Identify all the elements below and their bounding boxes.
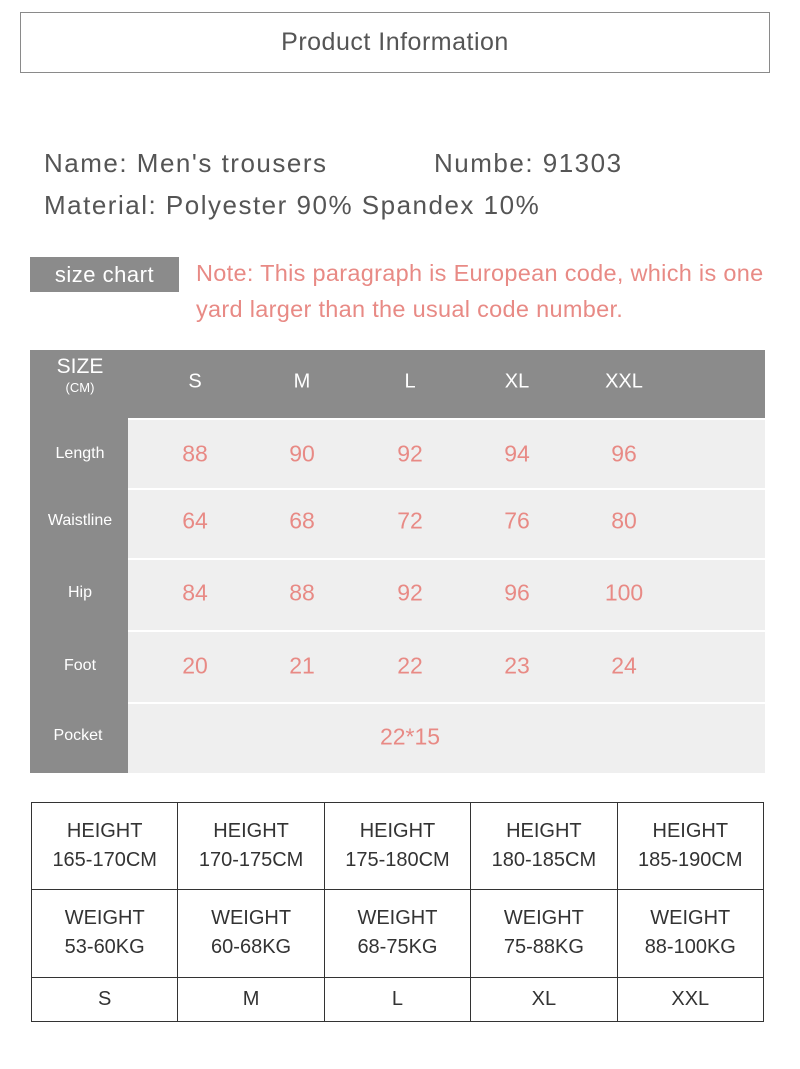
weight-cell bbox=[324, 890, 470, 977]
row-label-hip: Hip bbox=[67, 584, 93, 601]
product-number: Numbe: 91303 bbox=[434, 148, 623, 178]
measurement-value: 24 bbox=[611, 652, 637, 679]
measurement-value: 96 bbox=[611, 440, 637, 467]
size-cell: S bbox=[32, 977, 178, 1021]
row-label-length: Length bbox=[55, 445, 105, 462]
measurement-value: 22 bbox=[397, 652, 423, 679]
weight-value: 75-88KG bbox=[503, 936, 584, 959]
measurement-value: 64 bbox=[182, 507, 208, 534]
measurement-value: 20 bbox=[182, 652, 208, 679]
size-unit-corner bbox=[57, 355, 104, 395]
measurement-value: 94 bbox=[504, 440, 530, 467]
size-cell: XXL bbox=[617, 977, 763, 1021]
size-chart-header-row bbox=[30, 350, 765, 418]
height-weight-table bbox=[31, 802, 764, 1022]
size-header-s: S bbox=[188, 370, 202, 393]
height-label: HEIGHT bbox=[66, 820, 143, 843]
weight-cell bbox=[32, 890, 178, 977]
weight-cell bbox=[178, 890, 324, 977]
row-separator bbox=[128, 488, 765, 490]
row-label-pocket: Pocket bbox=[53, 727, 103, 744]
height-cell bbox=[471, 803, 617, 890]
size-header-m: M bbox=[293, 370, 311, 393]
measurement-value: 88 bbox=[289, 579, 315, 606]
measurement-value: 80 bbox=[611, 507, 637, 534]
height-value: 185-190CM bbox=[638, 849, 743, 872]
product-information-header bbox=[20, 12, 770, 73]
weight-row bbox=[32, 890, 764, 977]
european-code-note: Note: This paragraph is European code, which is one yard larger than the usual code number. bbox=[196, 260, 764, 322]
height-row bbox=[32, 803, 764, 890]
row-separator bbox=[128, 558, 765, 560]
height-cell bbox=[178, 803, 324, 890]
size-cell: XL bbox=[471, 977, 617, 1021]
size-cell: M bbox=[178, 977, 324, 1021]
size-chart-label-column bbox=[30, 350, 128, 773]
weight-value: 68-75KG bbox=[357, 936, 438, 959]
size-header-xxl: XXL bbox=[605, 370, 643, 393]
measurement-value: 72 bbox=[397, 507, 423, 534]
row-separator bbox=[128, 418, 765, 420]
height-value: 170-175CM bbox=[198, 849, 304, 872]
size-cell: L bbox=[324, 977, 470, 1021]
weight-label: WEIGHT bbox=[357, 907, 438, 930]
row-separator bbox=[128, 702, 765, 704]
height-label: HEIGHT bbox=[652, 820, 729, 843]
weight-value: 53-60KG bbox=[64, 936, 145, 959]
row-separator bbox=[128, 630, 765, 632]
measurement-value: 68 bbox=[289, 507, 315, 534]
measurement-value: 100 bbox=[604, 579, 644, 606]
height-cell bbox=[617, 803, 763, 890]
header-title: Product Information bbox=[281, 28, 509, 56]
height-cell bbox=[324, 803, 470, 890]
height-value: 180-185CM bbox=[491, 849, 597, 872]
measurement-value: 96 bbox=[504, 579, 530, 606]
height-label: HEIGHT bbox=[359, 820, 436, 843]
measurement-value: 84 bbox=[182, 579, 208, 606]
weight-label: WEIGHT bbox=[503, 907, 584, 930]
measurement-value: 88 bbox=[182, 440, 208, 467]
height-value: 165-170CM bbox=[52, 849, 157, 872]
measurement-value: 92 bbox=[397, 579, 423, 606]
size-header-l: L bbox=[404, 370, 416, 393]
pocket-value: 22*15 bbox=[379, 723, 441, 750]
weight-label: WEIGHT bbox=[211, 907, 292, 930]
measurement-value: 21 bbox=[289, 652, 315, 679]
size-corner-unit: (CM) bbox=[65, 380, 95, 395]
size-header-xl: XL bbox=[504, 370, 530, 393]
row-label-waistline: Waistline bbox=[47, 512, 113, 529]
size-chart-tag-label: size chart bbox=[54, 261, 155, 287]
height-label: HEIGHT bbox=[506, 820, 582, 843]
product-name: Name: Men's trousers bbox=[44, 148, 328, 178]
weight-label: WEIGHT bbox=[64, 907, 145, 930]
measurement-value: 23 bbox=[504, 652, 530, 679]
measurement-value: 92 bbox=[397, 440, 423, 467]
weight-value: 88-100KG bbox=[644, 936, 736, 959]
size-corner-label: SIZE bbox=[56, 355, 104, 378]
weight-cell bbox=[471, 890, 617, 977]
size-row bbox=[32, 977, 764, 1021]
height-cell bbox=[32, 803, 178, 890]
size-chart-table bbox=[30, 350, 765, 773]
product-material: Material: Polyester 90% Spandex 10% bbox=[44, 190, 541, 220]
size-chart-tag bbox=[30, 257, 179, 292]
height-label: HEIGHT bbox=[213, 820, 289, 843]
weight-value: 60-68KG bbox=[211, 936, 292, 959]
row-label-foot: Foot bbox=[63, 657, 97, 674]
info-line-material bbox=[44, 190, 540, 221]
info-line-name bbox=[44, 148, 623, 179]
weight-label: WEIGHT bbox=[650, 907, 731, 930]
weight-cell bbox=[617, 890, 763, 977]
measurement-value: 76 bbox=[504, 507, 530, 534]
measurement-value: 90 bbox=[289, 440, 315, 467]
height-value: 175-180CM bbox=[345, 849, 450, 872]
